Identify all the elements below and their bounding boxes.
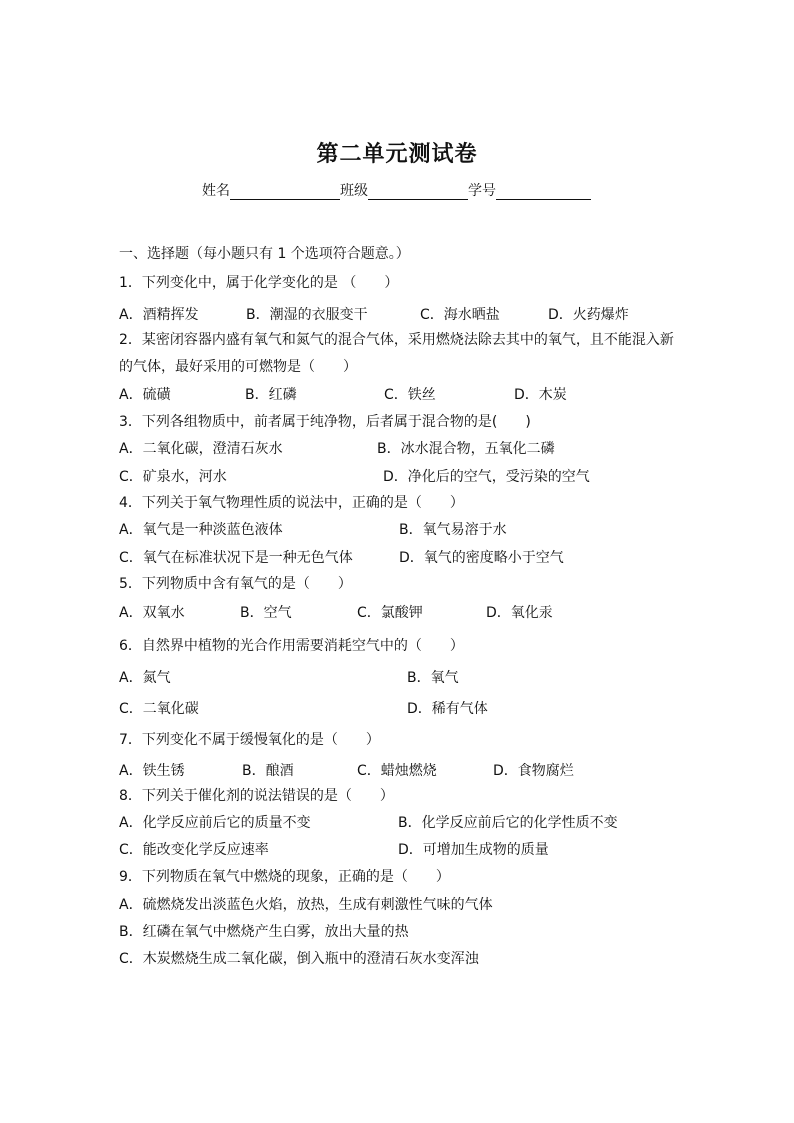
- question-2-stem: 2．某密闭容器内盛有氧气和氮气的混合气体，采用燃烧法除去其中的氧气，且不能混入新: [119, 332, 674, 348]
- q8-option-a: A．化学反应前后它的质量不变: [119, 815, 311, 831]
- q9-option-c: C．木炭燃烧生成二氧化碳，倒入瓶中的澄清石灰水变浑浊: [119, 951, 479, 967]
- q4-option-a: A．氧气是一种淡蓝色液体: [119, 522, 283, 538]
- q1-option-c: C．海水晒盐: [420, 307, 500, 323]
- q8-option-c: C．能改变化学反应速率: [119, 842, 269, 858]
- q8-option-b: B．化学反应前后它的化学性质不变: [398, 815, 618, 831]
- q2-option-d: D．木炭: [514, 387, 567, 403]
- question-9-stem: 9．下列物质在氧气中燃烧的现象，正确的是（ ）: [119, 869, 450, 885]
- q3-option-c: C．矿泉水，河水: [119, 469, 227, 485]
- q7-option-a: A．铁生锈: [119, 763, 185, 779]
- question-2-stem-cont: 的气体，最好采用的可燃物是（ ）: [119, 359, 357, 375]
- student-info: [202, 180, 591, 200]
- q7-option-c: C．蜡烛燃烧: [357, 763, 437, 779]
- class-blank[interactable]: [368, 185, 468, 200]
- q5-option-b: B．空气: [240, 605, 292, 621]
- q6-option-c: C．二氧化碳: [119, 701, 199, 717]
- q6-option-a: A．氮气: [119, 670, 171, 686]
- number-label: 学号: [468, 183, 496, 199]
- q5-option-a: A．双氧水: [119, 605, 185, 621]
- question-6-stem: 6．自然界中植物的光合作用需要消耗空气中的（ ）: [119, 638, 464, 654]
- q3-option-b: B．冰水混合物，五氧化二磷: [377, 441, 555, 457]
- q3-option-a: A．二氧化碳，澄清石灰水: [119, 441, 283, 457]
- class-label: 班级: [340, 183, 368, 199]
- question-3-stem: 3．下列各组物质中，前者属于纯净物，后者属于混合物的是( ): [119, 414, 531, 430]
- q2-option-b: B．红磷: [245, 387, 297, 403]
- q4-option-c: C．氧气在标准状况下是一种无色气体: [119, 550, 353, 566]
- page-title: 第二单元测试卷: [316, 141, 478, 167]
- q4-option-b: B．氧气易溶于水: [399, 522, 507, 538]
- q8-option-d: D．可增加生成物的质量: [398, 842, 549, 858]
- q9-option-a: A．硫燃烧发出淡蓝色火焰，放热，生成有刺激性气味的气体: [119, 897, 493, 913]
- q5-option-d: D．氧化汞: [486, 605, 553, 621]
- q6-option-d: D．稀有气体: [407, 701, 488, 717]
- q2-option-a: A．硫磺: [119, 387, 171, 403]
- q7-option-d: D．食物腐烂: [493, 763, 574, 779]
- question-5-stem: 5．下列物质中含有氧气的是（ ）: [119, 576, 352, 592]
- q4-option-d: D．氧气的密度略小于空气: [399, 550, 564, 566]
- q7-option-b: B．酿酒: [242, 763, 294, 779]
- number-blank[interactable]: [496, 185, 591, 200]
- q1-option-d: D．火药爆炸: [548, 307, 629, 323]
- q3-option-d: D．净化后的空气，受污染的空气: [383, 469, 590, 485]
- question-8-stem: 8．下列关于催化剂的说法错误的是（ ）: [119, 788, 394, 804]
- question-1-stem: 1．下列变化中，属于化学变化的是 （ ）: [119, 275, 399, 291]
- name-label: 姓名: [202, 183, 230, 199]
- section-heading: 一、选择题（每小题只有 1 个选项符合题意。）: [119, 246, 410, 262]
- q2-option-c: C．铁丝: [384, 387, 436, 403]
- q1-option-a: A．酒精挥发: [119, 307, 199, 323]
- q6-option-b: B．氧气: [407, 670, 459, 686]
- q9-option-b: B．红磷在氧气中燃烧产生白雾，放出大量的热: [119, 924, 409, 940]
- q5-option-c: C．氯酸钾: [357, 605, 423, 621]
- q1-option-b: B．潮湿的衣服变干: [246, 307, 368, 323]
- question-7-stem: 7．下列变化不属于缓慢氧化的是（ ）: [119, 732, 380, 748]
- name-blank[interactable]: [230, 185, 340, 200]
- question-4-stem: 4．下列关于氧气物理性质的说法中，正确的是（ ）: [119, 495, 464, 511]
